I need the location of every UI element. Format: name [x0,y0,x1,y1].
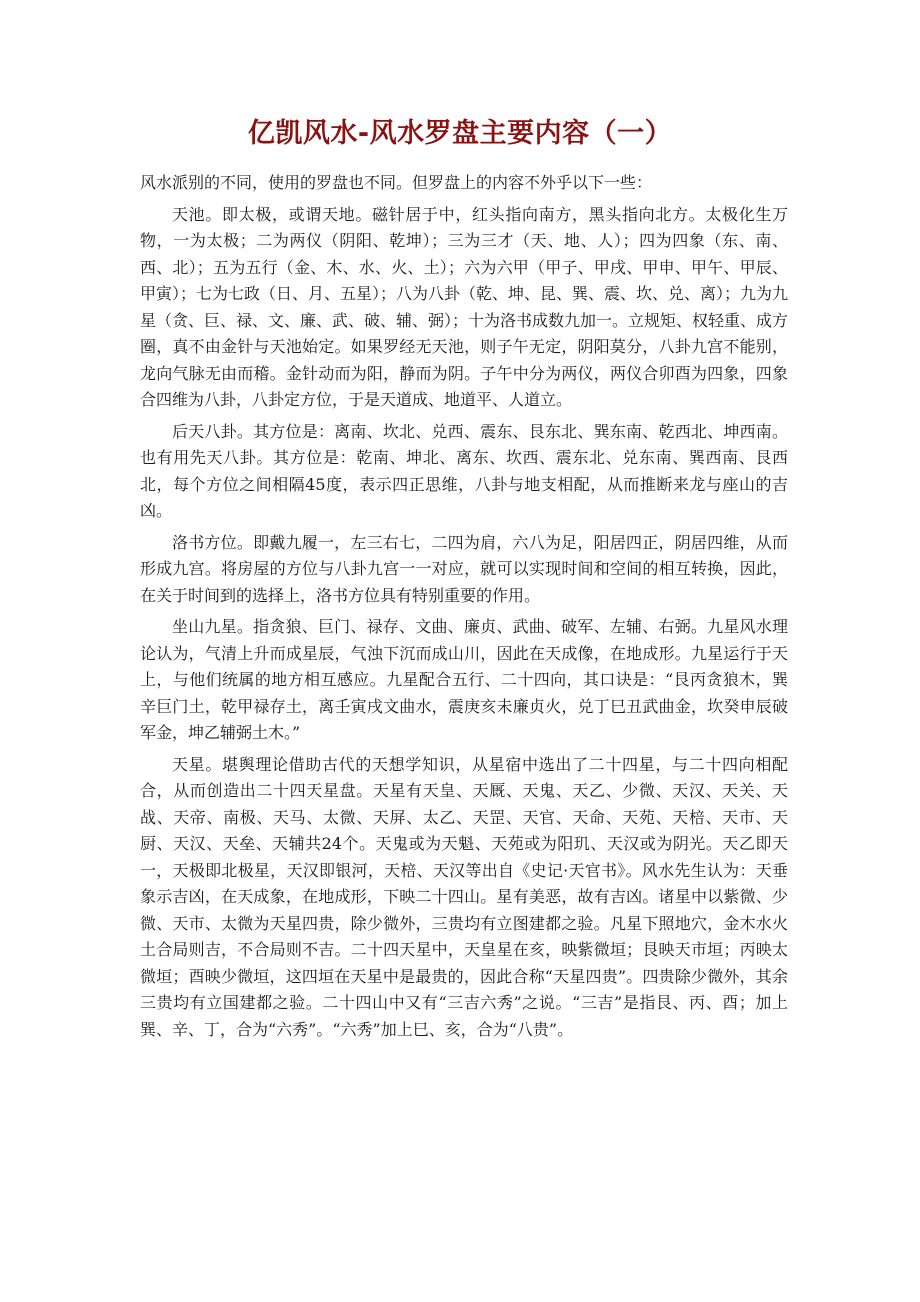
paragraph-tianchi: 天池。即太极，或谓天地。磁针居于中，红头指向南方，黑头指向北方。太极化生万物，一为太极；二为两仪（阴阳、乾坤）；三为三才（天、地、人）；四为四象（东、南、西、北）；五为五行（金、木、水、火、土）；六为六甲（甲子、甲戌、甲申、甲午、甲辰、甲寅）；七为七政（日、月、五星）；八为八卦（乾、坤、昆、巽、震、坎、兑、离）；九为九星（贪、巨、禄、文、廉、武、破、辅、弼）；十为洛书成数九加一。立规矩、权轻重、成方圈，真不由金针与天池始定。如果罗经无天池，则子午无定，阴阳莫分，八卦九宫不能别，龙向气脉无由而稽。金针动而为阳，静而为阴。子午中分为两仪，两仪合卯酉为四象，四象合四维为八卦，八卦定方位，于是天道成、地道平、人道立。 [140,204,789,409]
paragraph-luoshu: 洛书方位。即戴九履一，左三右七，二四为肩，六八为足，阳居四正，阴居四维，从而形成九宫。将房屋的方位与八卦九宫一一对应，就可以实现时间和空间的相互转换，因此，在关于时间到的选择上，洛书方位具有特别重要的作用。 [140,532,788,605]
intro-paragraph: 风水派别的不同，使用的罗盘也不同。但罗盘上的内容不外乎以下一些： [140,173,653,192]
document-body [140,170,788,1043]
paragraph-tianxing: 天星。堪舆理论借助古代的天想学知识，从星宿中选出了二十四星，与二十四向相配合，从而创造出二十四天星盘。天星有天皇、天厩、天鬼、天乙、少微、天汉、天关、天战、天帝、南极、天马、太微、天屏、太乙、天罡、天官、天命、天苑、天棓、天市、天厨、天汉、天垒、天辅共24个。天鬼或为天魁、天苑或为阳玑、天汉或为阴光。天乙即天一，天极即北极星，天汉即银河，天棓、天汉等出自《史记·天官书》。风水先生认为：天垂象示吉凶，在天成象，在地成形，下映二十四山。星有美恶，故有吉凶。诸星中以紫微、少微、天市、太微为天星四贵，除少微外，三贵均有立图建都之验。凡星下照地穴，金木水火土合局则吉，不合局则不吉。二十四天星中，天皇星在亥，映紫微垣；艮映天市垣；丙映太微垣；酉映少微垣，这四垣在天星中是最贵的，因此合称“天星四贵”。四贵除少微外，其余三贵均有立国建都之验。二十四山中又有“三吉六秀”之说。“三吉”是指艮、丙、酉；加上巽、辛、丁，合为“六秀”。“六秀”加上巳、亥，合为“八贵”。 [140,754,788,1039]
document-title: 亿凯风水-风水罗盘主要内容（一） [247,118,673,149]
paragraph-houtian-bagua: 后天八卦。其方位是：离南、坎北、兑西、震东、艮东北、巽东南、乾西北、坤西南。也有用先天八卦。其方位是：乾南、坤北、离东、坎西、震东北、兑东南、巽西南、艮西北，每个方位之间相隔45度，表示四正思维，八卦与地支相配，从而推断来龙与座山的吉凶。 [140,421,788,520]
paragraph-zuoshan-jiuxing: 坐山九星。指贪狼、巨门、禄存、文曲、廉贞、武曲、破军、左辅、右弼。九星风水理论认为，气清上升而成星辰，气浊下沉而成山川，因此在天成像，在地成形。九星运行于天上，与他们统属的地方相互感应。九星配合五行、二十四向，其口诀是：“艮丙贪狼木，巽辛巨门土，乾甲禄存土，离壬寅戌文曲水，震庚亥未廉贞火，兑丁巳丑武曲金，坎癸申辰破军金，坤乙辅弼土木。” [140,617,788,742]
